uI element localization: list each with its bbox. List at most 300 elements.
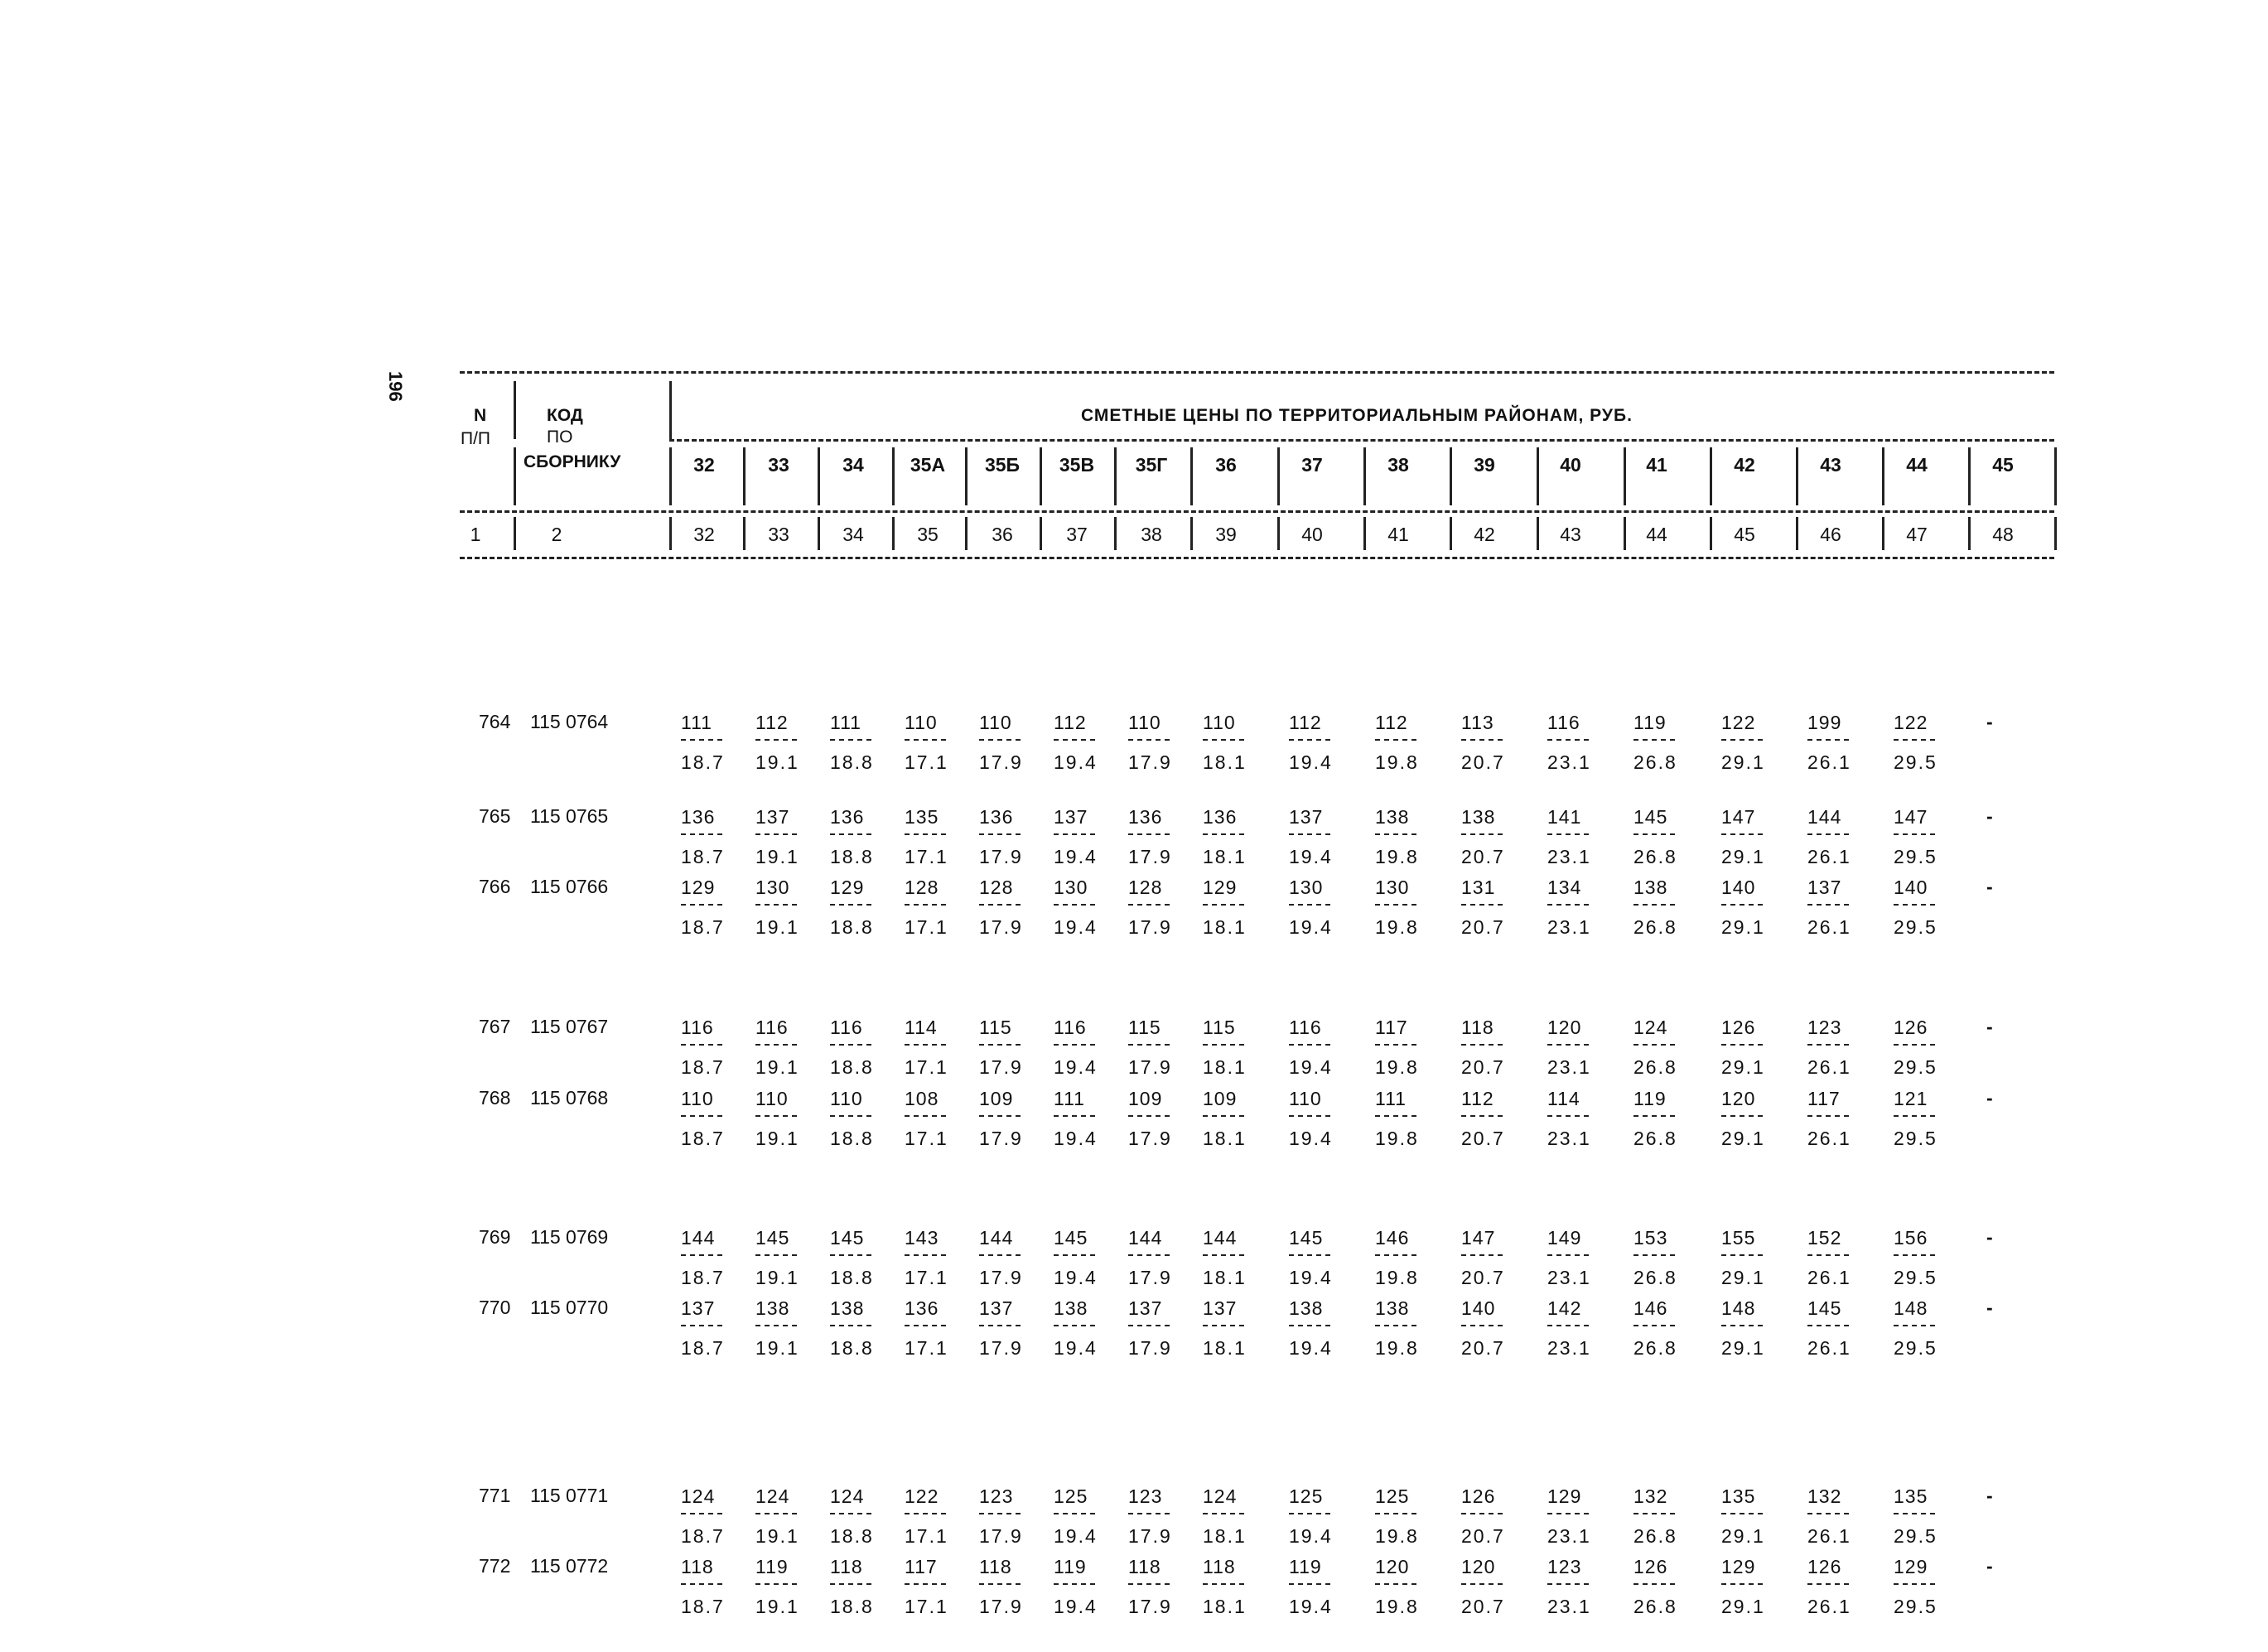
price-denominator: 19.8	[1375, 1337, 1419, 1359]
price-value: 130	[1054, 877, 1088, 898]
header-sborniku: СБОРНИКУ	[524, 452, 621, 471]
price-cell	[1721, 1485, 1781, 1548]
price-value: 136	[830, 806, 865, 828]
price-cell	[979, 1226, 1039, 1289]
price-cell	[1721, 876, 1781, 939]
price-value: 125	[1054, 1485, 1088, 1507]
price-denominator: 18.8	[830, 1056, 874, 1078]
price-value: 138	[1375, 806, 1410, 828]
price-value: 122	[1894, 712, 1928, 733]
header-n: N	[474, 406, 487, 425]
price-value: 119	[1633, 712, 1667, 733]
price-denominator: 18.8	[830, 846, 874, 867]
price-denominator: 17.9	[979, 1596, 1023, 1617]
fraction-bar	[1894, 904, 1935, 906]
fraction-bar	[1807, 904, 1849, 906]
price-cell	[1128, 1016, 1188, 1079]
price-cell	[1633, 711, 1693, 774]
fraction-bar	[1289, 1115, 1330, 1117]
price-cell	[905, 805, 964, 868]
price-value: 123	[1547, 1556, 1582, 1577]
fraction-bar	[830, 1513, 871, 1514]
price-value: 153	[1633, 1227, 1668, 1249]
price-value: 110	[755, 1088, 789, 1109]
price-denominator: 18.7	[681, 1128, 725, 1149]
price-value: 138	[1633, 877, 1668, 898]
price-cell	[1128, 805, 1188, 868]
page-number: 196	[385, 371, 406, 402]
price-value: 120	[1547, 1017, 1582, 1038]
price-cell	[1461, 1226, 1521, 1289]
price-value: 138	[1289, 1297, 1324, 1319]
price-denominator: 19.4	[1054, 916, 1098, 938]
column-separator	[669, 447, 672, 505]
price-cell	[681, 711, 741, 774]
price-cell	[1721, 1297, 1781, 1360]
fraction-bar	[1128, 1254, 1170, 1256]
fraction-bar	[1721, 1583, 1763, 1585]
price-denominator: 29.5	[1894, 1337, 1937, 1359]
row-number: 771	[479, 1485, 511, 1506]
district-header: 37	[1301, 454, 1323, 476]
price-value: 144	[979, 1227, 1014, 1249]
district-header: 40	[1560, 454, 1581, 476]
price-value: 109	[1128, 1088, 1163, 1109]
price-cell	[905, 876, 964, 939]
fraction-bar	[1547, 1325, 1589, 1326]
price-cell	[1721, 1555, 1781, 1618]
price-cell	[1289, 1297, 1349, 1360]
column-separator	[1277, 517, 1280, 550]
price-cell	[681, 876, 741, 939]
price-denominator: 17.1	[905, 1056, 948, 1078]
price-value: 124	[1633, 1017, 1668, 1038]
price-value: 122	[1721, 712, 1756, 733]
price-denominator: 18.1	[1203, 1525, 1247, 1547]
district-header: 36	[1215, 454, 1237, 476]
fraction-bar	[1461, 1583, 1503, 1585]
price-value: 115	[979, 1017, 1012, 1038]
price-cell	[681, 1555, 741, 1618]
price-denominator: 19.4	[1054, 751, 1098, 773]
fraction-bar	[1894, 1325, 1935, 1326]
price-cell	[755, 1555, 815, 1618]
price-denominator: 18.1	[1203, 1128, 1247, 1149]
price-value: 118	[830, 1556, 863, 1577]
price-value: 135	[905, 806, 939, 828]
price-value: 135	[1894, 1485, 1928, 1507]
price-cell	[1894, 805, 1953, 868]
last-column-dash: -	[1986, 1297, 1993, 1318]
price-cell	[1894, 1087, 1953, 1150]
price-value: 119	[1054, 1556, 1087, 1577]
price-cell	[905, 1087, 964, 1150]
column-separator	[965, 447, 968, 505]
price-denominator: 26.8	[1633, 751, 1677, 773]
price-value: 146	[1633, 1297, 1668, 1319]
column-number: 1	[470, 524, 481, 545]
price-value: 110	[830, 1088, 863, 1109]
price-value: 112	[1289, 712, 1322, 733]
price-value: 147	[1461, 1227, 1496, 1249]
price-denominator: 18.7	[681, 1525, 725, 1547]
price-denominator: 18.1	[1203, 846, 1247, 867]
price-cell	[1547, 805, 1607, 868]
fraction-bar	[1633, 1254, 1675, 1256]
fraction-bar	[681, 1254, 722, 1256]
price-value: 130	[1375, 877, 1410, 898]
price-denominator: 18.7	[681, 751, 725, 773]
price-cell	[1721, 711, 1781, 774]
price-value: 144	[681, 1227, 716, 1249]
price-value: 138	[755, 1297, 790, 1319]
price-value: 144	[1807, 806, 1842, 828]
price-cell	[1461, 1016, 1521, 1079]
price-value: 126	[1807, 1556, 1842, 1577]
price-denominator: 23.1	[1547, 1337, 1591, 1359]
fraction-bar	[1461, 1254, 1503, 1256]
price-value: 118	[681, 1556, 714, 1577]
row-number: 766	[479, 876, 511, 897]
price-denominator: 17.9	[1128, 1128, 1172, 1149]
price-value: 112	[1375, 712, 1408, 733]
price-denominator: 26.8	[1633, 1596, 1677, 1617]
price-denominator: 29.1	[1721, 916, 1765, 938]
fraction-bar	[1461, 739, 1503, 741]
price-value: 140	[1721, 877, 1756, 898]
column-number: 48	[1992, 524, 2014, 545]
price-denominator: 19.4	[1054, 1525, 1098, 1547]
price-denominator: 18.8	[830, 751, 874, 773]
price-cell	[1633, 1087, 1693, 1150]
price-value: 123	[1128, 1485, 1163, 1507]
price-value: 137	[1289, 806, 1324, 828]
price-denominator: 17.9	[979, 1525, 1023, 1547]
price-denominator: 26.8	[1633, 1128, 1677, 1149]
price-cell	[1547, 1485, 1607, 1548]
district-header: 35А	[910, 454, 946, 476]
fraction-bar	[1633, 739, 1675, 741]
fraction-bar	[1721, 1044, 1763, 1046]
row-code: 115 0765	[530, 805, 609, 827]
column-number: 34	[842, 524, 864, 545]
price-cell	[1203, 1297, 1262, 1360]
fraction-bar	[681, 1115, 722, 1117]
price-denominator: 20.7	[1461, 1128, 1505, 1149]
price-cell	[681, 1297, 741, 1360]
price-denominator: 23.1	[1547, 916, 1591, 938]
price-cell	[1807, 805, 1867, 868]
price-cell	[830, 1485, 890, 1548]
price-denominator: 19.4	[1289, 1267, 1333, 1288]
fraction-bar	[755, 1513, 797, 1514]
price-cell	[1633, 1226, 1693, 1289]
price-denominator: 29.1	[1721, 1525, 1765, 1547]
column-separator	[892, 447, 895, 505]
price-cell	[1894, 1485, 1953, 1548]
fraction-bar	[1128, 1583, 1170, 1585]
fraction-bar	[1633, 904, 1675, 906]
price-cell	[1054, 805, 1113, 868]
price-cell	[1894, 1016, 1953, 1079]
price-denominator: 29.5	[1894, 751, 1937, 773]
column-number: 44	[1646, 524, 1667, 545]
fraction-bar	[1128, 1513, 1170, 1514]
header-separator	[514, 447, 516, 505]
price-cell	[681, 1087, 741, 1150]
fraction-bar	[1721, 1115, 1763, 1117]
price-value: 137	[1203, 1297, 1238, 1319]
fraction-bar	[681, 1583, 722, 1585]
fraction-bar	[755, 1325, 797, 1326]
row-code: 115 0771	[530, 1485, 609, 1506]
fraction-bar	[1128, 904, 1170, 906]
price-value: 137	[1054, 806, 1088, 828]
fraction-bar	[1203, 1044, 1244, 1046]
column-separator	[1190, 517, 1193, 550]
column-separator	[1363, 447, 1366, 505]
price-value: 143	[905, 1227, 939, 1249]
fraction-bar	[1203, 739, 1244, 741]
price-denominator: 18.7	[681, 916, 725, 938]
fraction-bar	[1128, 739, 1170, 741]
row-code: 115 0768	[530, 1087, 609, 1109]
fraction-bar	[905, 1115, 946, 1117]
price-denominator: 17.9	[1128, 1596, 1172, 1617]
price-value: 148	[1894, 1297, 1928, 1319]
fraction-bar	[681, 1044, 722, 1046]
price-value: 126	[1894, 1017, 1928, 1038]
price-value: 131	[1461, 877, 1496, 898]
price-denominator: 19.4	[1289, 1128, 1333, 1149]
district-header: 41	[1646, 454, 1667, 476]
price-denominator: 17.9	[979, 1337, 1023, 1359]
price-cell	[755, 1226, 815, 1289]
price-value: 124	[830, 1485, 865, 1507]
price-cell	[830, 1226, 890, 1289]
price-value: 110	[979, 712, 1012, 733]
column-separator	[965, 517, 968, 550]
price-value: 145	[1289, 1227, 1324, 1249]
last-column-dash: -	[1986, 1226, 1993, 1248]
fraction-bar	[1375, 833, 1416, 835]
price-cell	[1203, 805, 1262, 868]
price-value: 144	[1128, 1227, 1163, 1249]
column-separator	[1796, 447, 1798, 505]
column-separator	[1114, 447, 1117, 505]
price-cell	[1807, 1485, 1867, 1548]
price-denominator: 18.7	[681, 846, 725, 867]
price-value: 112	[1054, 712, 1087, 733]
fraction-bar	[755, 833, 797, 835]
price-denominator: 19.4	[1054, 1267, 1098, 1288]
fraction-bar	[755, 1044, 797, 1046]
price-cell	[979, 1016, 1039, 1079]
fraction-bar	[905, 739, 946, 741]
column-separator	[1537, 517, 1539, 550]
price-cell	[1289, 1485, 1349, 1548]
column-separator	[743, 447, 746, 505]
price-denominator: 23.1	[1547, 846, 1591, 867]
fraction-bar	[979, 1583, 1021, 1585]
row-number: 768	[479, 1087, 511, 1109]
price-value: 110	[905, 712, 938, 733]
row-number: 765	[479, 805, 511, 827]
price-denominator: 18.7	[681, 1596, 725, 1617]
price-denominator: 23.1	[1547, 1056, 1591, 1078]
fraction-bar	[1289, 833, 1330, 835]
price-denominator: 17.9	[1128, 1056, 1172, 1078]
price-value: 145	[1807, 1297, 1842, 1319]
price-cell	[905, 1226, 964, 1289]
price-value: 130	[1289, 877, 1324, 898]
price-denominator: 17.1	[905, 1525, 948, 1547]
column-separator	[1710, 517, 1712, 550]
price-denominator: 18.8	[830, 1267, 874, 1288]
fraction-bar	[905, 1325, 946, 1326]
price-cell	[830, 805, 890, 868]
price-denominator: 17.9	[979, 1267, 1023, 1288]
column-separator	[2054, 447, 2057, 505]
price-denominator: 17.9	[979, 1128, 1023, 1149]
column-number: 38	[1141, 524, 1162, 545]
column-separator	[1882, 447, 1884, 505]
column-separator	[1040, 447, 1042, 505]
header-mid-rule	[669, 439, 2054, 442]
fraction-bar	[1807, 1044, 1849, 1046]
price-value: 111	[1375, 1088, 1407, 1109]
price-cell	[1289, 876, 1349, 939]
price-cell	[1461, 1087, 1521, 1150]
price-value: 114	[905, 1017, 938, 1038]
price-cell	[1375, 1226, 1435, 1289]
price-denominator: 29.5	[1894, 1525, 1937, 1547]
price-denominator: 19.4	[1289, 1596, 1333, 1617]
price-value: 136	[681, 806, 716, 828]
price-denominator: 17.9	[1128, 916, 1172, 938]
last-column-dash: -	[1986, 1087, 1993, 1109]
price-denominator: 26.8	[1633, 916, 1677, 938]
price-cell	[1054, 1087, 1113, 1150]
price-value: 122	[905, 1485, 939, 1507]
price-value: 129	[1721, 1556, 1756, 1577]
fraction-bar	[1289, 739, 1330, 741]
column-separator	[1277, 447, 1280, 505]
price-cell	[681, 1016, 741, 1079]
fraction-bar	[979, 1115, 1021, 1117]
price-denominator: 20.7	[1461, 1056, 1505, 1078]
price-value: 147	[1894, 806, 1928, 828]
price-cell	[1894, 1226, 1953, 1289]
column-separator	[1968, 517, 1971, 550]
price-denominator: 17.1	[905, 846, 948, 867]
price-value: 115	[1128, 1017, 1161, 1038]
price-denominator: 23.1	[1547, 1596, 1591, 1617]
price-cell	[1633, 876, 1693, 939]
column-separator	[514, 517, 516, 550]
price-denominator: 19.4	[1054, 1056, 1098, 1078]
price-value: 138	[830, 1297, 865, 1319]
price-value: 108	[905, 1088, 939, 1109]
price-value: 125	[1289, 1485, 1324, 1507]
price-cell	[681, 1485, 741, 1548]
price-denominator: 19.4	[1289, 751, 1333, 773]
fraction-bar	[1547, 739, 1589, 741]
price-value: 121	[1894, 1088, 1928, 1109]
price-cell	[905, 1297, 964, 1360]
price-cell	[979, 1485, 1039, 1548]
row-code: 115 0767	[530, 1016, 609, 1037]
price-denominator: 18.1	[1203, 751, 1247, 773]
column-number: 40	[1301, 524, 1323, 545]
price-cell	[1807, 1226, 1867, 1289]
price-cell	[979, 1087, 1039, 1150]
column-separator	[818, 447, 820, 505]
fraction-bar	[1375, 739, 1416, 741]
fraction-bar	[1807, 1325, 1849, 1326]
fraction-bar	[1807, 1115, 1849, 1117]
column-number: 2	[551, 524, 562, 545]
fraction-bar	[905, 1513, 946, 1514]
price-value: 156	[1894, 1227, 1928, 1249]
fraction-bar	[1375, 904, 1416, 906]
price-cell	[830, 876, 890, 939]
price-denominator: 29.5	[1894, 846, 1937, 867]
fraction-bar	[1721, 739, 1763, 741]
row-code: 115 0772	[530, 1555, 609, 1577]
fraction-bar	[1461, 1044, 1503, 1046]
price-cell	[1128, 1226, 1188, 1289]
fraction-bar	[1633, 1583, 1675, 1585]
price-value: 141	[1547, 806, 1582, 828]
price-cell	[1128, 711, 1188, 774]
price-cell	[1461, 711, 1521, 774]
price-denominator: 29.1	[1721, 1337, 1765, 1359]
column-separator	[892, 517, 895, 550]
price-denominator: 26.8	[1633, 1337, 1677, 1359]
fraction-bar	[1461, 833, 1503, 835]
price-value: 111	[681, 712, 712, 733]
price-cell	[1461, 1485, 1521, 1548]
price-denominator: 19.4	[1054, 846, 1098, 867]
price-cell	[1721, 1226, 1781, 1289]
fraction-bar	[1633, 1044, 1675, 1046]
district-header: 34	[842, 454, 864, 476]
price-cell	[1721, 1087, 1781, 1150]
last-column-dash: -	[1986, 1485, 1993, 1506]
price-cell	[1054, 1016, 1113, 1079]
fraction-bar	[681, 1513, 722, 1514]
header-kod: КОД	[547, 406, 583, 425]
row-number: 767	[479, 1016, 511, 1037]
price-cell	[1375, 805, 1435, 868]
price-value: 124	[755, 1485, 790, 1507]
price-value: 116	[1289, 1017, 1322, 1038]
fraction-bar	[1547, 833, 1589, 835]
price-cell	[1894, 1297, 1953, 1360]
price-value: 129	[681, 877, 716, 898]
column-separator	[743, 517, 746, 550]
fraction-bar	[681, 1325, 722, 1326]
price-cell	[1807, 1016, 1867, 1079]
price-value: 129	[1203, 877, 1238, 898]
price-denominator: 18.8	[830, 1128, 874, 1149]
price-denominator: 18.1	[1203, 916, 1247, 938]
price-denominator: 20.7	[1461, 1337, 1505, 1359]
price-cell	[1203, 1087, 1262, 1150]
price-denominator: 19.1	[755, 1128, 799, 1149]
price-cell	[1289, 1555, 1349, 1618]
